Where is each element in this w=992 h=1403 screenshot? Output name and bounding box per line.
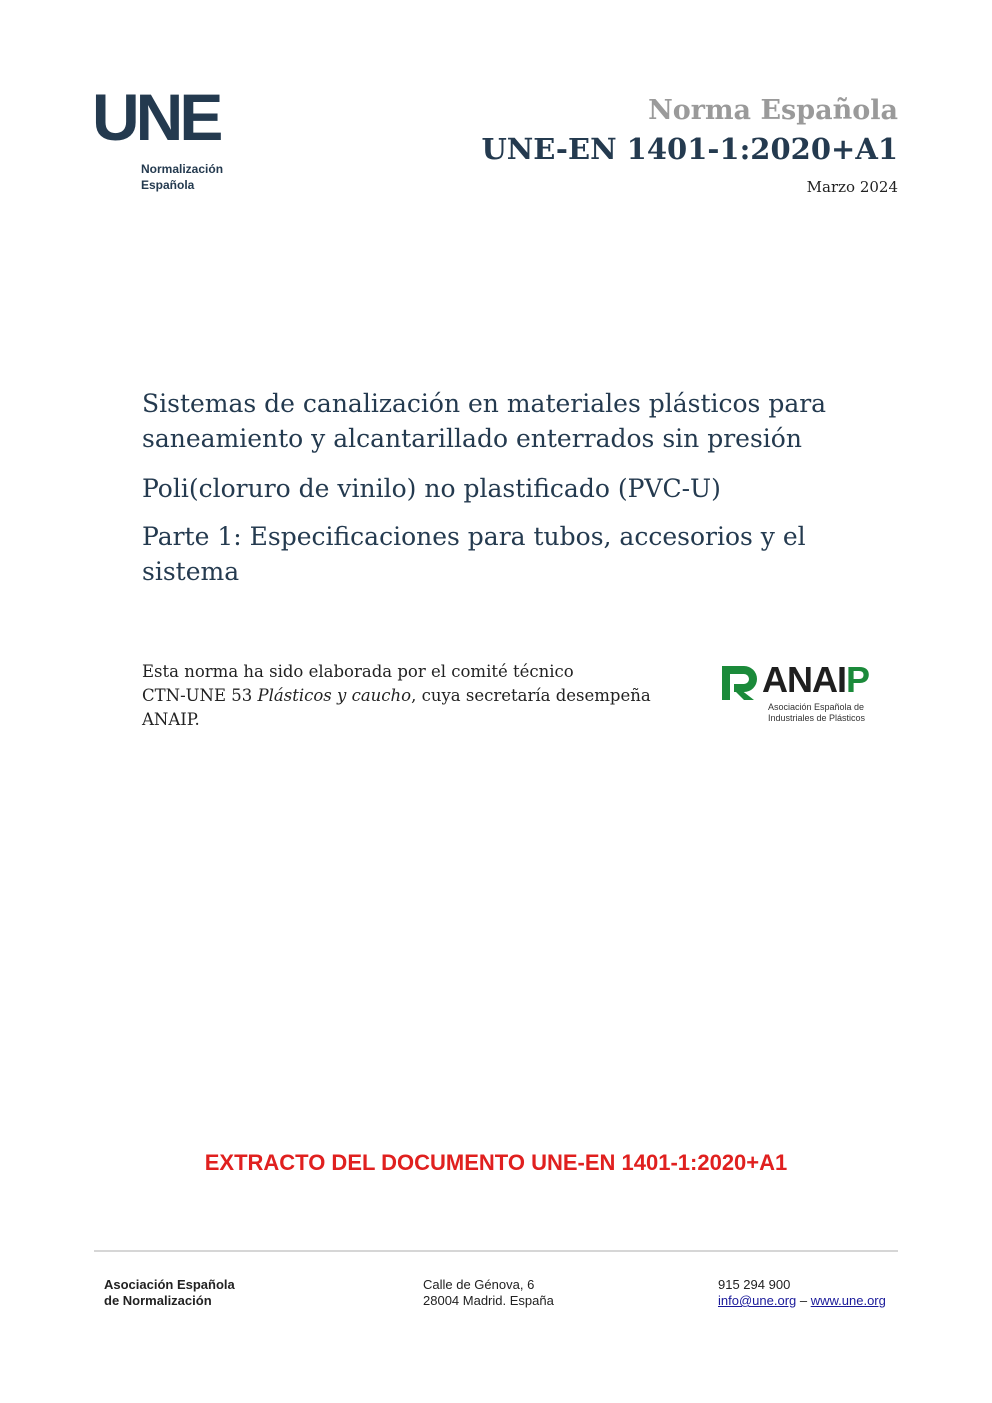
- une-logo: [92, 80, 242, 198]
- anaip-description-line1: Asociación Española de: [768, 702, 865, 712]
- footer-address: [423, 1277, 554, 1309]
- une-logo-subtitle: [141, 161, 223, 193]
- document-part-title-line2: sistema: [142, 557, 240, 586]
- committee-statement: [142, 660, 682, 732]
- une-logo-wordmark: UNE: [92, 80, 220, 154]
- footer-org-line1: Asociación Española: [104, 1277, 235, 1292]
- committee-topic: Plásticos y caucho: [257, 686, 412, 705]
- document-title-line2: saneamiento y alcantarillado enterrados sin presión: [142, 424, 802, 453]
- footer-address-line2: 28004 Madrid. España: [423, 1293, 554, 1308]
- document-title: [142, 386, 862, 456]
- anaip-wordmark-p: P: [846, 659, 870, 700]
- document-title-line1: Sistemas de canalización en materiales plásticos para: [142, 389, 827, 418]
- document-part-title: [142, 519, 862, 589]
- publication-date: Marzo 2024: [806, 178, 898, 196]
- committee-line1: Esta norma ha sido elaborada por el comité técnico: [142, 662, 574, 681]
- committee-line3: ANAIP.: [142, 710, 200, 729]
- une-logo-subtitle-line1: Normalización: [141, 162, 224, 176]
- committee-line2-suffix: , cuya secretaría desempeña: [411, 686, 651, 705]
- committee-line2: [142, 684, 682, 708]
- anaip-wordmark-main: ANAI: [762, 659, 846, 700]
- document-part-title-line1: Parte 1: Especificaciones para tubos, accesorios y el: [142, 522, 806, 551]
- footer-link-separator: –: [796, 1293, 811, 1308]
- anaip-logo: [720, 659, 870, 732]
- anaip-description: [768, 702, 865, 724]
- document-subtitle: Poli(cloruro de vinilo) no plastificado (PVC-U): [142, 474, 721, 503]
- footer-links: [718, 1293, 886, 1309]
- anaip-description-line2: Industriales de Plásticos: [768, 713, 866, 723]
- norma-label: Norma Española: [648, 95, 898, 126]
- footer-divider: [94, 1250, 898, 1252]
- anaip-mark-icon: [720, 664, 760, 702]
- footer-organization: [104, 1277, 235, 1309]
- committee-name: CTN-UNE 53: [142, 686, 258, 705]
- footer-address-line1: Calle de Génova, 6: [423, 1277, 535, 1292]
- footer-website-link[interactable]: www.une.org: [810, 1293, 886, 1308]
- standard-code: UNE-EN 1401-1:2020+A1: [481, 132, 898, 166]
- footer-contact: [718, 1277, 886, 1309]
- footer-email-link[interactable]: info@une.org: [718, 1293, 797, 1308]
- footer-org-line2: de Normalización: [104, 1293, 212, 1308]
- extract-notice: EXTRACTO DEL DOCUMENTO UNE-EN 1401-1:2020+A1: [204, 1150, 788, 1175]
- footer-phone: 915 294 900: [718, 1277, 791, 1292]
- anaip-wordmark: [762, 659, 870, 700]
- une-logo-subtitle-line2: Española: [141, 178, 195, 192]
